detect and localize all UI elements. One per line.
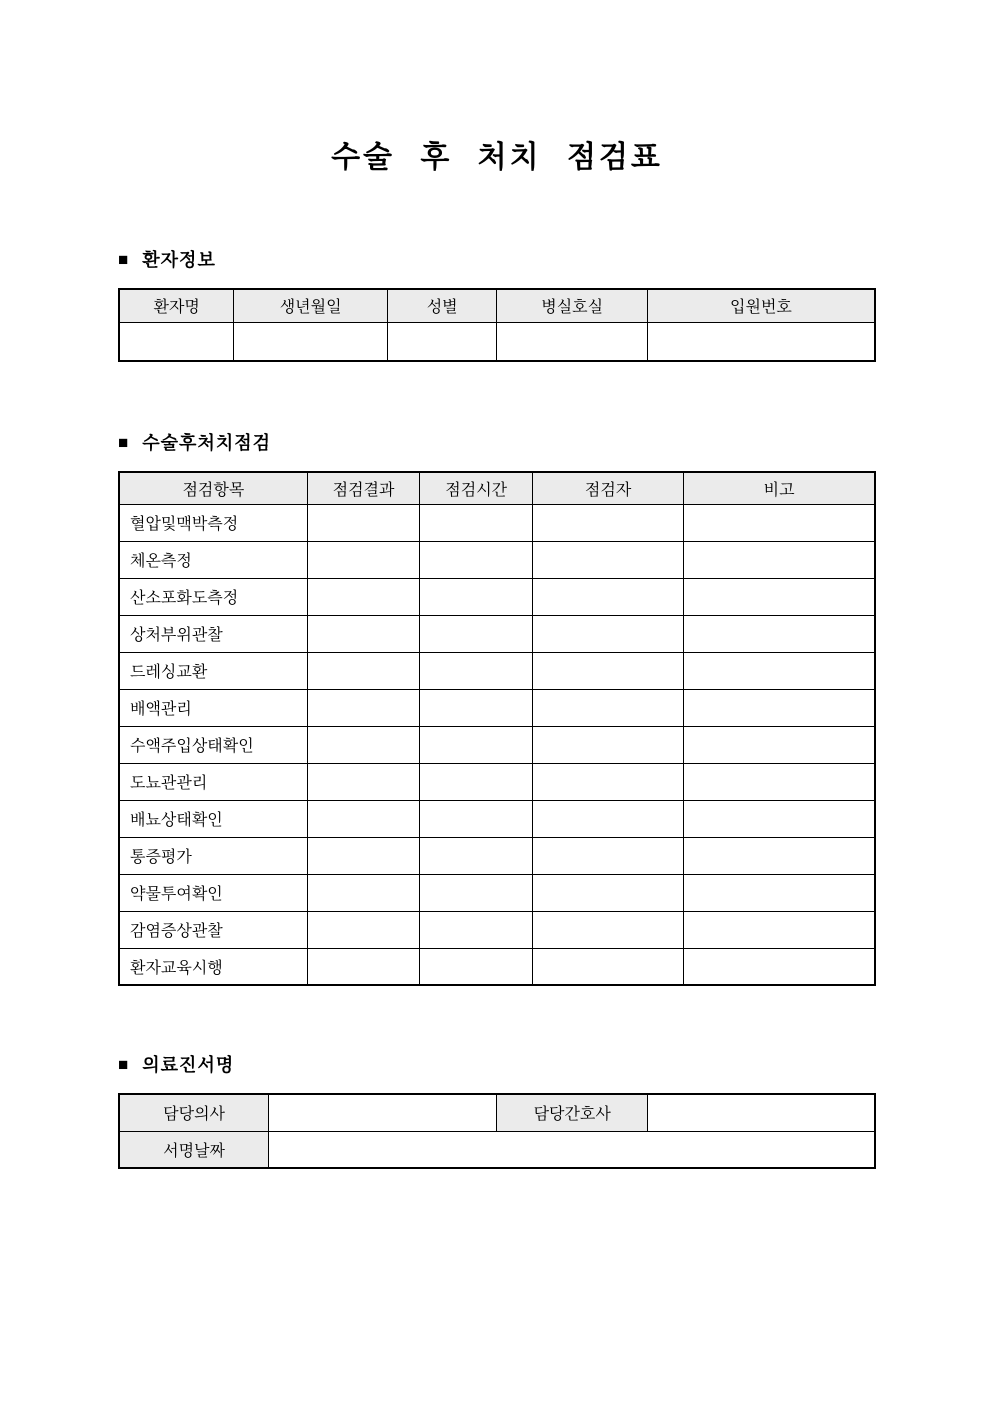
checklist-col-item: 점검항목: [119, 472, 307, 504]
checklist-item-label: 배뇨상태확인: [119, 800, 307, 837]
checklist-item-label: 통증평가: [119, 837, 307, 874]
checklist-col-checker: 점검자: [533, 472, 684, 504]
checklist-heading-text: 수술후처치점검: [142, 433, 271, 453]
signature-row-1: [119, 1094, 875, 1131]
checklist-item-label: 상처부위관찰: [119, 615, 307, 652]
nurse-signature-cell: [647, 1094, 875, 1131]
checklist-item-label: 수액주입상태확인: [119, 726, 307, 763]
checklist-item-label: 체온측정: [119, 541, 307, 578]
nurse-label: 담당간호사: [497, 1094, 647, 1131]
checklist-row: [119, 726, 875, 763]
checklist-time-cell: [420, 911, 533, 948]
patient-birthdate-cell: [234, 322, 387, 361]
checklist-item-label: 혈압및맥박측정: [119, 504, 307, 541]
checklist-result-cell: [307, 911, 420, 948]
patient-col-birthdate: 생년월일: [234, 289, 387, 322]
signature-heading-text: 의료진서명: [142, 1055, 235, 1075]
checklist-row: [119, 874, 875, 911]
checklist-remarks-cell: [684, 689, 875, 726]
checklist-remarks-cell: [684, 800, 875, 837]
checklist-checker-cell: [533, 911, 684, 948]
checklist-item-label: 약물투여확인: [119, 874, 307, 911]
patient-info-heading-text: 환자정보: [142, 250, 216, 270]
checklist-item-label: 감염증상관찰: [119, 911, 307, 948]
sign-date-label: 서명날짜: [119, 1131, 269, 1168]
checklist-time-cell: [420, 837, 533, 874]
checklist-checker-cell: [533, 504, 684, 541]
patient-gender-cell: [387, 322, 497, 361]
checklist-remarks-cell: [684, 948, 875, 985]
section-signature: [118, 1052, 876, 1169]
checklist-row: [119, 800, 875, 837]
checklist-time-cell: [420, 652, 533, 689]
checklist-row: [119, 615, 875, 652]
checklist-remarks-cell: [684, 763, 875, 800]
checklist-result-cell: [307, 763, 420, 800]
checklist-col-result: 점검결과: [307, 472, 420, 504]
square-bullet-icon: ■: [118, 433, 130, 452]
checklist-checker-cell: [533, 726, 684, 763]
signature-heading: [118, 1052, 876, 1078]
patient-room-cell: [497, 322, 647, 361]
patient-info-heading: [118, 247, 876, 273]
checklist-checker-cell: [533, 578, 684, 615]
checklist-result-cell: [307, 948, 420, 985]
checklist-result-cell: [307, 837, 420, 874]
checklist-remarks-cell: [684, 726, 875, 763]
patient-col-name: 환자명: [119, 289, 234, 322]
checklist-time-cell: [420, 578, 533, 615]
checklist-result-cell: [307, 800, 420, 837]
checklist-row: [119, 504, 875, 541]
patient-col-room: 병실호실: [497, 289, 647, 322]
checklist-time-cell: [420, 948, 533, 985]
checklist-result-cell: [307, 541, 420, 578]
checklist-table: [118, 471, 876, 986]
checklist-item-label: 배액관리: [119, 689, 307, 726]
checklist-time-cell: [420, 689, 533, 726]
checklist-time-cell: [420, 874, 533, 911]
sign-date-cell: [269, 1131, 875, 1168]
checklist-remarks-cell: [684, 874, 875, 911]
checklist-row: [119, 948, 875, 985]
patient-info-table: [118, 288, 876, 362]
patient-value-row: [119, 322, 875, 361]
checklist-remarks-cell: [684, 837, 875, 874]
patient-header-row: [119, 289, 875, 322]
section-patient-info: [118, 247, 876, 362]
section-checklist: [118, 430, 876, 986]
signature-row-2: [119, 1131, 875, 1168]
document-title: 수술 후 처치 점검표: [331, 141, 663, 174]
document-content: [118, 0, 876, 1169]
checklist-remarks-cell: [684, 911, 875, 948]
checklist-result-cell: [307, 615, 420, 652]
checklist-checker-cell: [533, 874, 684, 911]
checklist-result-cell: [307, 652, 420, 689]
checklist-row: [119, 837, 875, 874]
checklist-checker-cell: [533, 800, 684, 837]
checklist-row: [119, 578, 875, 615]
doctor-label: 담당의사: [119, 1094, 269, 1131]
checklist-item-label: 환자교육시행: [119, 948, 307, 985]
checklist-checker-cell: [533, 763, 684, 800]
checklist-result-cell: [307, 689, 420, 726]
checklist-remarks-cell: [684, 615, 875, 652]
checklist-row: [119, 763, 875, 800]
checklist-remarks-cell: [684, 504, 875, 541]
checklist-time-cell: [420, 800, 533, 837]
checklist-checker-cell: [533, 948, 684, 985]
checklist-result-cell: [307, 504, 420, 541]
checklist-checker-cell: [533, 652, 684, 689]
signature-table: [118, 1093, 876, 1169]
checklist-time-cell: [420, 541, 533, 578]
checklist-checker-cell: [533, 541, 684, 578]
checklist-result-cell: [307, 874, 420, 911]
patient-col-gender: 성별: [387, 289, 497, 322]
square-bullet-icon: ■: [118, 250, 130, 269]
checklist-row: [119, 689, 875, 726]
checklist-remarks-cell: [684, 541, 875, 578]
checklist-checker-cell: [533, 689, 684, 726]
patient-name-cell: [119, 322, 234, 361]
checklist-result-cell: [307, 726, 420, 763]
checklist-result-cell: [307, 578, 420, 615]
checklist-row: [119, 652, 875, 689]
checklist-time-cell: [420, 615, 533, 652]
checklist-item-label: 도뇨관관리: [119, 763, 307, 800]
checklist-item-label: 산소포화도측정: [119, 578, 307, 615]
patient-admission-no-cell: [647, 322, 875, 361]
checklist-row: [119, 911, 875, 948]
checklist-remarks-cell: [684, 578, 875, 615]
doctor-signature-cell: [269, 1094, 497, 1131]
checklist-row: [119, 541, 875, 578]
checklist-time-cell: [420, 504, 533, 541]
checklist-remarks-cell: [684, 652, 875, 689]
patient-col-admission-no: 입원번호: [647, 289, 875, 322]
checklist-checker-cell: [533, 615, 684, 652]
checklist-header-row: [119, 472, 875, 504]
checklist-heading: [118, 430, 876, 456]
checklist-item-label: 드레싱교환: [119, 652, 307, 689]
checklist-time-cell: [420, 763, 533, 800]
checklist-time-cell: [420, 726, 533, 763]
square-bullet-icon: ■: [118, 1055, 130, 1074]
checklist-checker-cell: [533, 837, 684, 874]
checklist-col-remarks: 비고: [684, 472, 875, 504]
checklist-col-time: 점검시간: [420, 472, 533, 504]
